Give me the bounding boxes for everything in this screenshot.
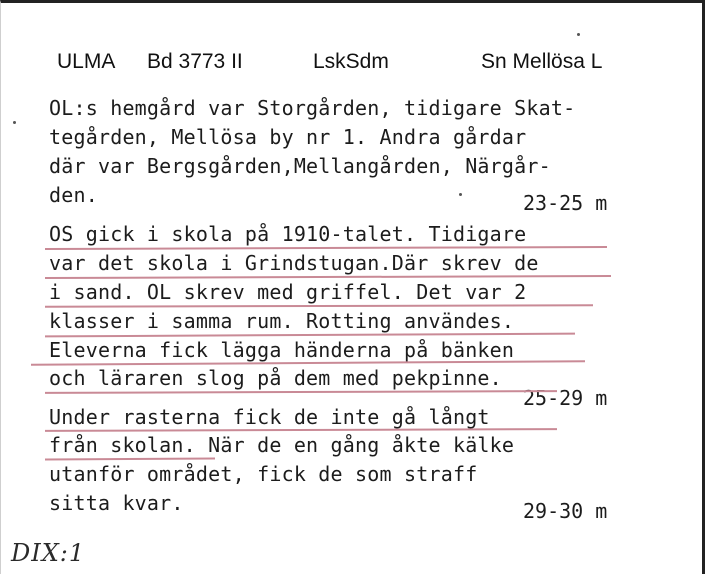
archive-name: ULMA (57, 50, 116, 73)
text-line: den. (49, 183, 98, 207)
range-label: 29-30 m (523, 499, 608, 523)
speck (577, 33, 580, 36)
red-underline (45, 458, 215, 461)
handwritten-note: DIX:1 (11, 539, 86, 567)
text-line: sitta kvar. (49, 491, 184, 515)
speck (13, 121, 16, 124)
text-line: från skolan. När de en gång åkte kälke (49, 433, 515, 457)
text-line: där var Bergsgården,Mellangården, Närgår- (49, 154, 551, 178)
red-underline (45, 390, 557, 394)
red-underline (45, 246, 607, 250)
text-line: tegården, Mellösa by nr 1. Andra gårdar (49, 125, 527, 149)
range-label: 25-29 m (523, 386, 608, 410)
text-line: Under rasterna fick de inte gå långt (49, 405, 490, 429)
text-line: och läraren slog på dem med pekpinne. (49, 366, 502, 390)
volume-number: Bd 3773 II (147, 50, 243, 73)
red-underline (45, 275, 611, 279)
text-line: utanför området, fick de som straff (49, 462, 478, 486)
parish-name: Sn Mellösa L (481, 50, 603, 73)
text-line: Eleverna fick lägga händerna på bänken (49, 338, 515, 362)
red-underline (45, 304, 593, 307)
red-underline (45, 333, 575, 338)
text-line: klasser i samma rum. Rotting användes. (49, 309, 515, 333)
range-label: 23-25 m (523, 191, 608, 215)
speck (459, 193, 462, 196)
text-line: OL:s hemgård var Storgården, tidigare Skat- (49, 96, 576, 120)
red-underline (45, 428, 557, 432)
record-code: LskSdm (313, 50, 389, 73)
text-line: var det skola i Grindstugan.Där skrev de (49, 251, 539, 275)
text-line: i sand. OL skrev med griffel. Det var 2 (49, 280, 527, 304)
text-line: OS gick i skola på 1910-talet. Tidigare (49, 222, 527, 246)
